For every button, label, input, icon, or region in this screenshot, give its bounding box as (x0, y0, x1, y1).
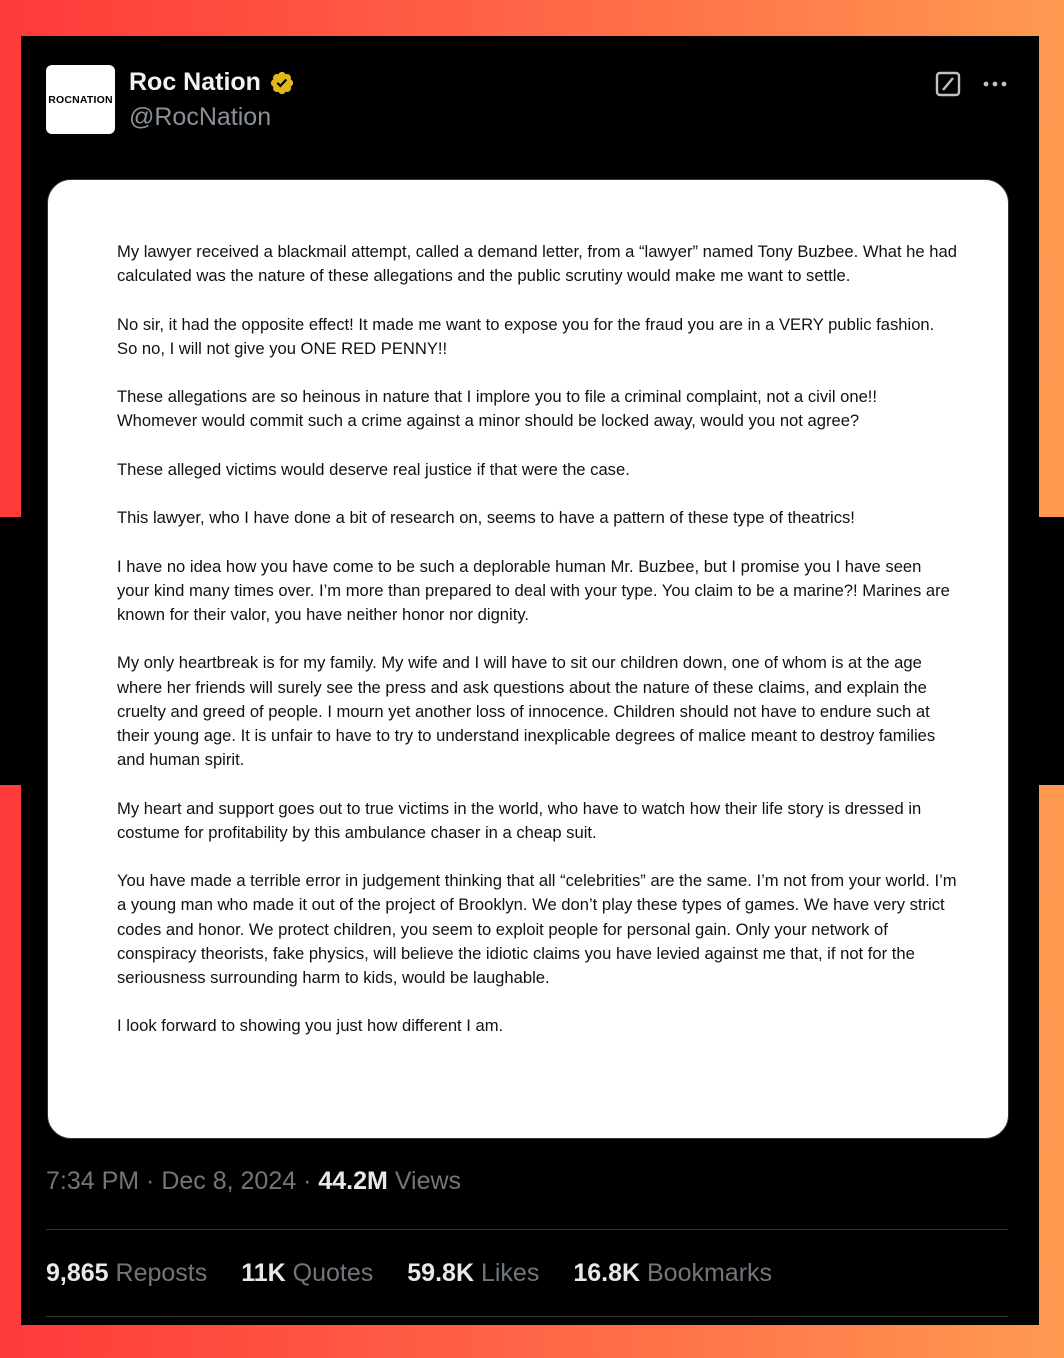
display-name[interactable]: Roc Nation (129, 68, 261, 96)
views-label: Views (394, 1167, 462, 1195)
letter-paragraph: No sir, it had the opposite effect! It made me want to expose you for the fraud you are in a VERY public fashion. So no, I will not give you ONE RED PENNY!! (117, 314, 935, 358)
letter-paragraph: My only heartbreak is for my family. My wife and I will have to sit our children down, one of whom is at the age where her friends will surely see the press and ask questions about the nature of these claims, and explain the cruelty and greed of people. I mourn yet another loss of innocence. Children should not have to endure such at their young age. It is unfair to have to try to understand inexplicable degrees of malice meant to destroy families and human spirit. (117, 653, 936, 770)
quotes-label: Quotes (292, 1259, 374, 1287)
letter-body (117, 240, 957, 1063)
quotes-count: 11K (241, 1259, 286, 1287)
letter-paragraph: I look forward to showing you just how different I am. (117, 1016, 504, 1036)
letter-paragraph: These alleged victims would deserve real justice if that were the case. (117, 459, 630, 479)
bookmarks-label: Bookmarks (647, 1259, 773, 1287)
verified-badge-icon[interactable] (269, 70, 295, 96)
bookmarks-count: 16.8K (573, 1259, 641, 1287)
avatar-logo-text: ROCNATION (48, 93, 113, 106)
author-name-row[interactable] (129, 68, 295, 97)
handle[interactable]: @RocNation (129, 103, 272, 131)
letter-paragraph: My heart and support goes out to true victims in the world, who have to watch how their life story is dressed in costume for profitability by this ambulance chaser in a cheap suit. (117, 798, 922, 842)
reposts-stat[interactable] (46, 1259, 207, 1288)
divider (46, 1229, 1008, 1230)
letter-paragraph: This lawyer, who I have done a bit of research on, seems to have a pattern of these type of theatrics! (117, 508, 855, 528)
bookmarks-stat[interactable] (573, 1259, 772, 1288)
quotes-stat[interactable] (241, 1259, 373, 1288)
letter-paragraph: These allegations are so heinous in nature that I implore you to file a criminal complaint, not a civil one!! Whomever would commit such a crime against a minor should be locked away, would you not agree? (117, 387, 878, 431)
more-options-icon[interactable] (981, 70, 1009, 98)
avatar[interactable] (46, 65, 115, 134)
likes-label: Likes (480, 1259, 540, 1287)
letter-paragraph: I have no idea how you have come to be such a deplorable human Mr. Buzbee, but I promise you I have seen your kind many times over. I’m more than prepared to deal with your type. You claim to be a marine?! Marines are known for their valor, you have neither honor nor dignity. (117, 556, 950, 624)
views-count: 44.2M (318, 1167, 388, 1195)
likes-count: 59.8K (407, 1259, 474, 1287)
reposts-label: Reposts (115, 1259, 208, 1287)
letter-paragraph: You have made a terrible error in judgement thinking that all “celebrities” are the same. I’m not from your world. I’m a young man who made it out of the project of Brooklyn. We don’t play these types of games. We have very strict codes and honor. We protect children, you seem to exploit people for personal gain. Only your network of conspiracy theorists, fake physics, will believe the idiotic claims you have levied against me that, if not for the seriousness surrounding harm to kids, would be laughable. (117, 871, 957, 987)
meta-separator: · (139, 1167, 162, 1195)
letter-image[interactable] (47, 179, 1009, 1139)
post-meta (46, 1167, 461, 1196)
meta-separator: · (296, 1167, 319, 1195)
grok-icon[interactable] (934, 70, 962, 98)
post-time[interactable]: 7:34 PM (46, 1167, 140, 1195)
engagement-stats (46, 1259, 772, 1288)
post-card (21, 36, 1039, 1325)
reposts-count: 9,865 (46, 1259, 109, 1287)
divider (46, 1316, 1008, 1317)
post-date[interactable]: Dec 8, 2024 (161, 1167, 297, 1195)
likes-stat[interactable] (407, 1259, 539, 1288)
letter-paragraph: My lawyer received a blackmail attempt, called a demand letter, from a “lawyer” named Tony Buzbee. What he had calculated was the nature of these allegations and the public scrutiny would make me want to settle. (117, 242, 957, 286)
